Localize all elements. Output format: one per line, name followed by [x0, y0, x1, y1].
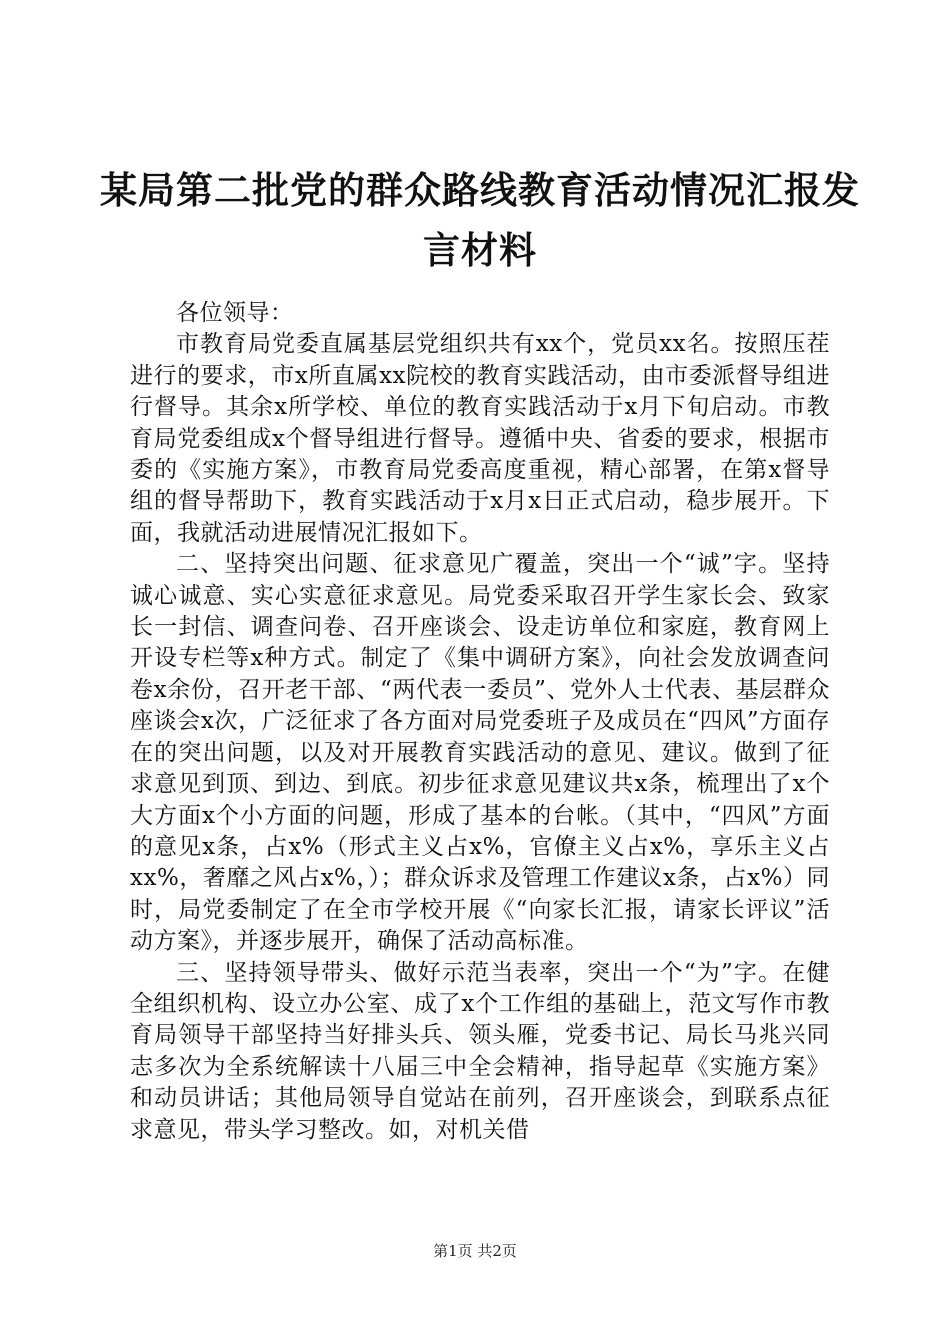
paragraph-section-3: 三、坚持领导带头、做好示范当表率，突出一个“为”字。在健全组织机构、设立办公室、成了x个工作组的基础上，范文写作市教育局领导干部坚持当好排头兵、领头雁，党委书记、局长马兆兴同志多次为全系统解读十八届三中全会精神，指导起草《实施方案》和动员讲话；其他局领导自觉站在前列，召开座谈会，到联系点征求意见，带头学习整改。如，对机关借 — [130, 959, 830, 1143]
document-body — [130, 298, 830, 1146]
paragraph-intro: 市教育局党委直属基层党组织共有xx个，党员xx名。按照压茬进行的要求，市x所直属xx院校的教育实践活动，由市委派督导组进行督导。其余x所学校、单位的教育实践活动于x月下旬启动。市教育局党委组成x个督导组进行督导。遵循中央、省委的要求，根据市委的《实施方案》，市教育局党委高度重视，精心部署，在第x督导组的督导帮助下，教育实践活动于x月x日正式启动，稳步展开。下面，我就活动进展情况汇报如下。 — [130, 331, 830, 546]
salutation: 各位领导： — [176, 300, 294, 326]
title-line-1: 某局第二批党的群众路线教育活动情况汇报发 — [100, 168, 860, 212]
paragraph-section-2: 二、坚持突出问题、征求意见广覆盖，突出一个“诚”字。坚持诚心诚意、实心实意征求意见。局党委采取召开学生家长会、致家长一封信、调查问卷、召开座谈会、设走访单位和家庭，教育网上开设专栏等x种方式。制定了《集中调研方案》，向社会发放调查问卷x余份，召开老干部、“两代表一委员”、党外人士代表、基层群众座谈会x次，广泛征求了各方面对局党委班子及成员在“四风”方面存在的突出问题，以及对开展教育实践活动的意见、建议。做到了征求意见到顶、到边、到底。初步征求意见建议共x条，梳理出了x个大方面x个小方面的问题，形成了基本的台帐。（其中，“四风”方面的意见x条，占x%（形式主义占x%，官僚主义占x%，享乐主义占xx%，奢靡之风占x%，）；群众诉求及管理工作建议x条，占x%）同时，局党委制定了在全市学校开展《“向家长汇报，请家长评议”活动方案》，并逐步展开，确保了活动高标准。 — [130, 551, 830, 955]
document-title — [100, 160, 860, 280]
title-line-2: 言材料 — [423, 228, 537, 272]
page-footer: 第1页 共2页 — [433, 1242, 517, 1260]
